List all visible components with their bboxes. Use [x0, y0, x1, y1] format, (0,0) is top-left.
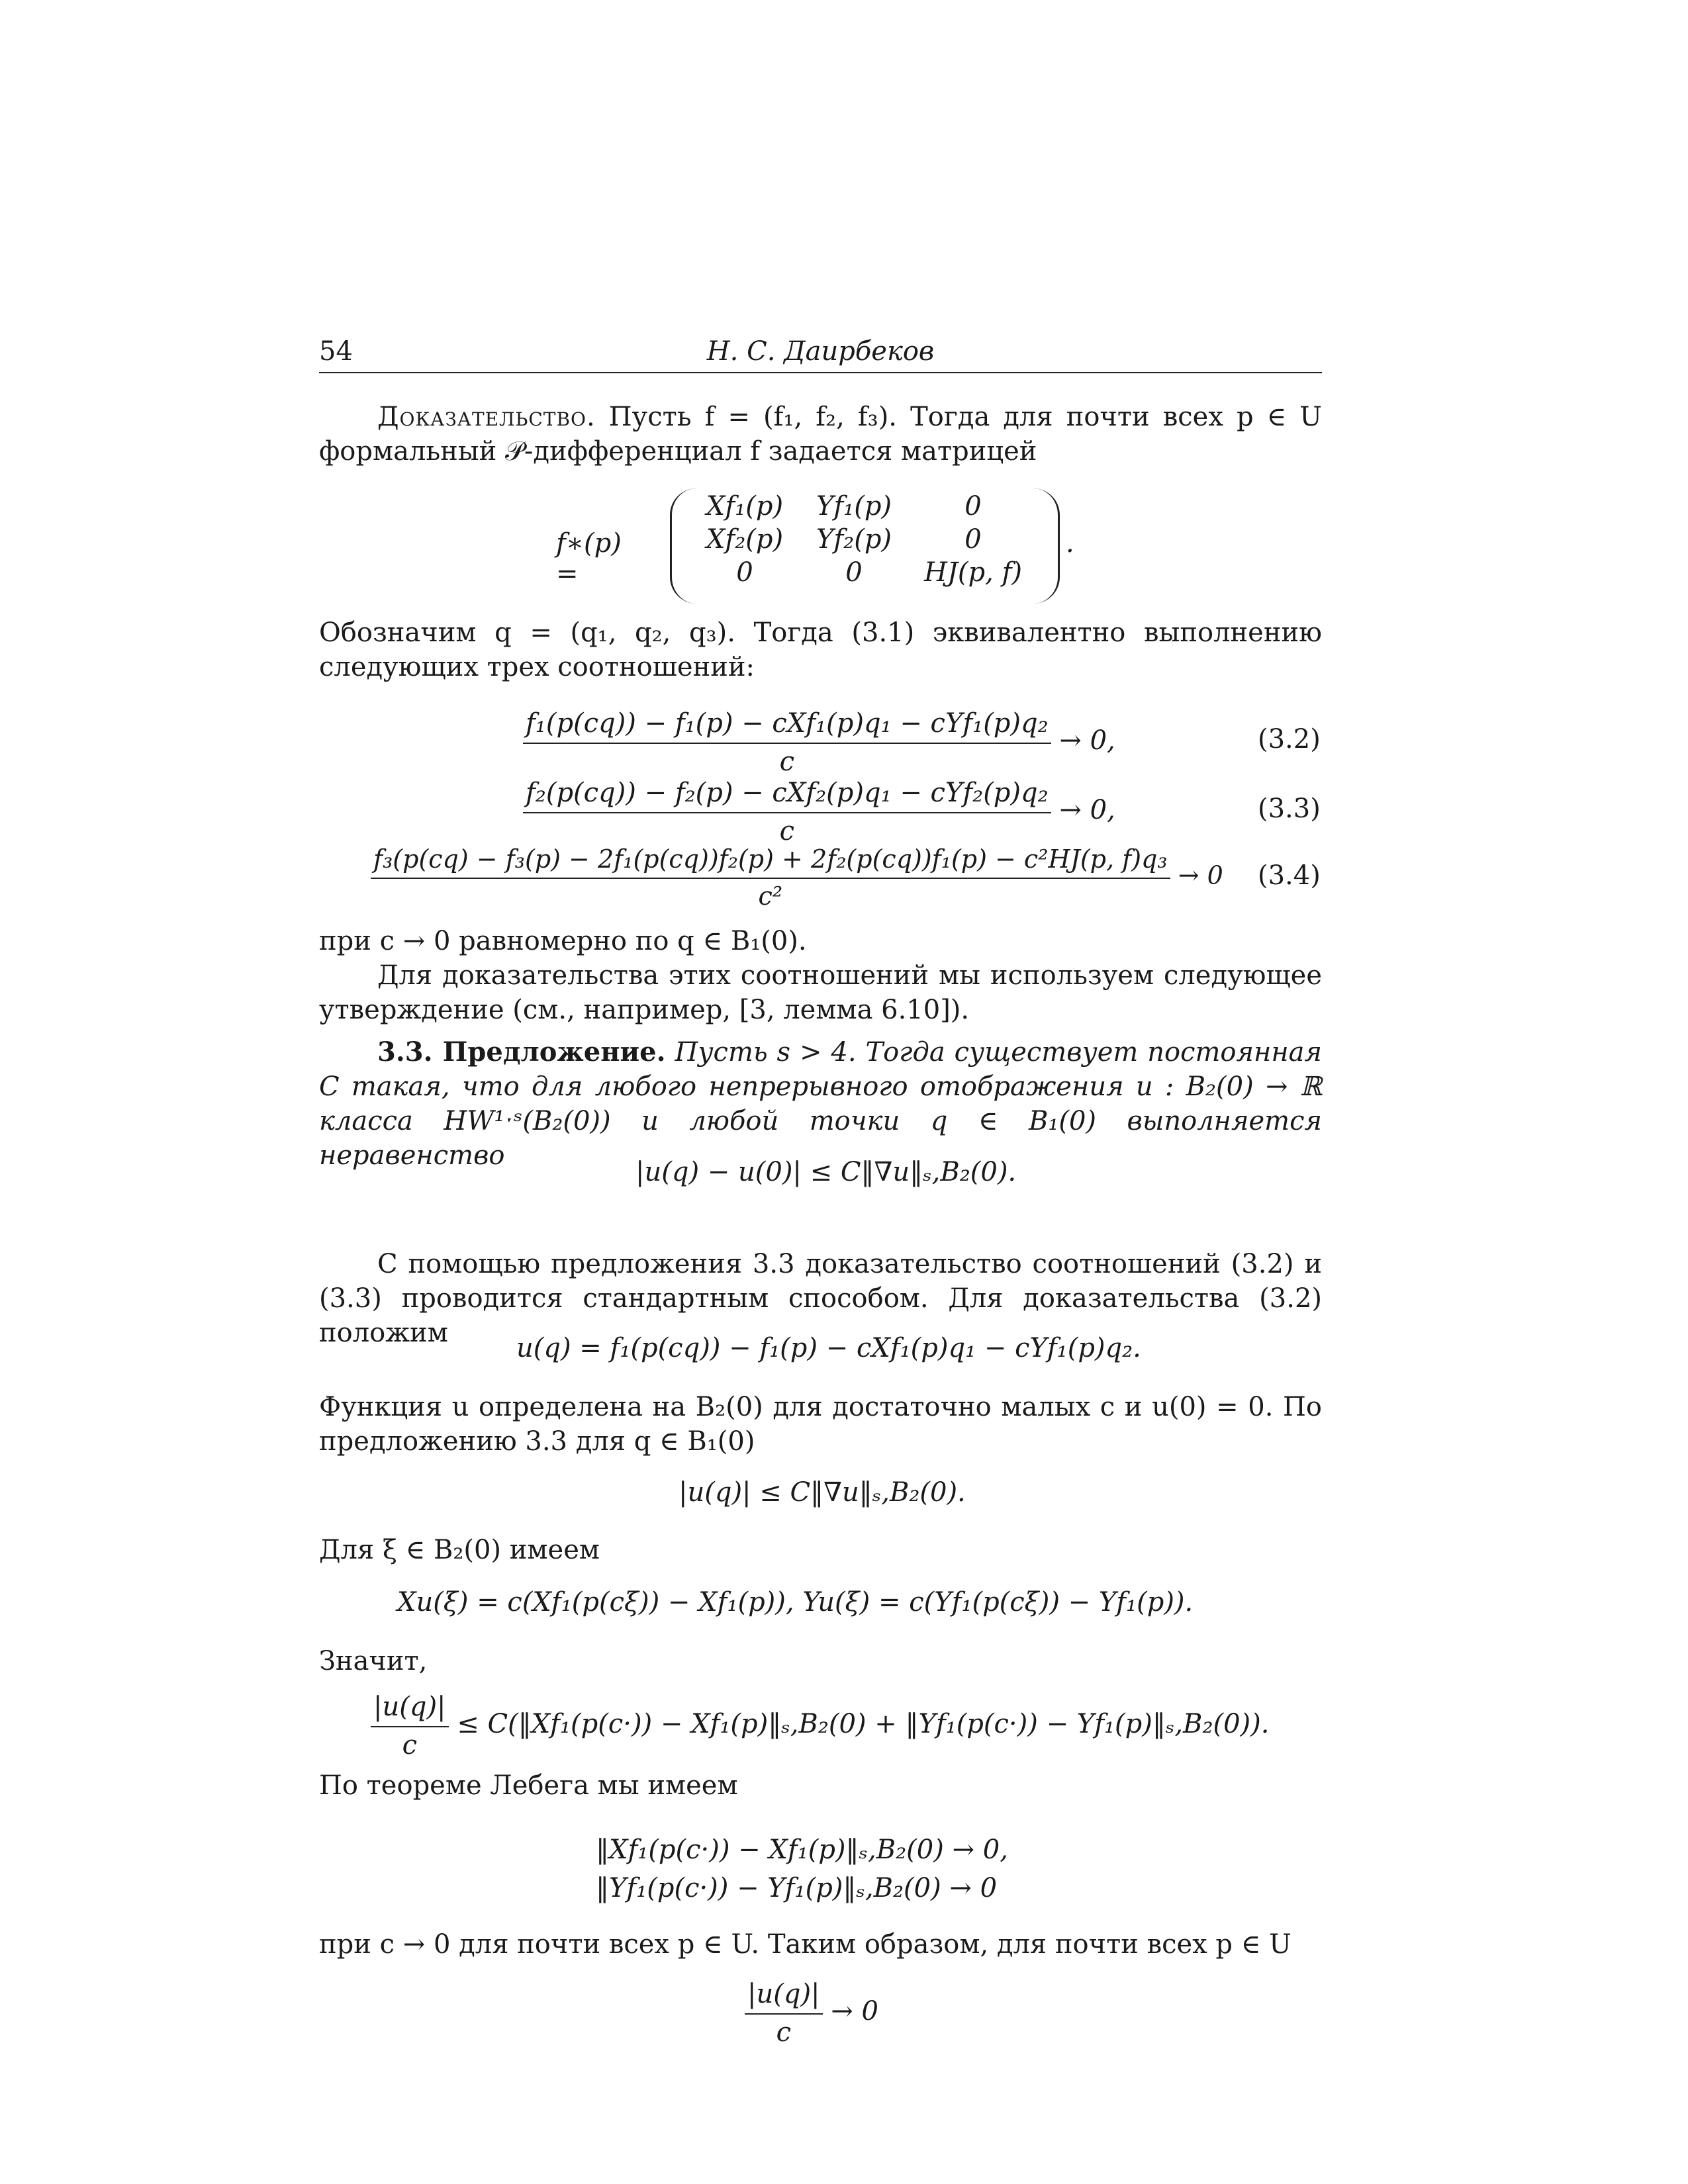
equation-number: (3.4)	[1258, 860, 1321, 891]
matrix-grid	[688, 491, 1039, 588]
fraction-numerator: f₁(p(cq)) − f₁(p) − cXf₁(p)q₁ − cYf₁(p)q₂	[523, 708, 1051, 744]
equation-tail: → 0	[1178, 860, 1223, 890]
fraction	[371, 844, 1170, 911]
xi-paragraph: Для ξ ∈ B₂(0) имеем	[319, 1535, 600, 1565]
limit-x: ‖Xf₁(p(c·)) − Xf₁(p)‖ₛ,B₂(0) → 0,	[596, 1835, 1008, 1865]
lebesgue-paragraph: По теореме Лебега мы имеем	[319, 1770, 738, 1801]
equation-tail: → 0,	[1059, 725, 1115, 756]
final-paragraph: при c → 0 для почти всех p ∈ U. Таким образом, для почти всех p ∈ U	[319, 1929, 1291, 1960]
fraction-denominator: c	[779, 816, 795, 846]
matrix-cell: Yf₂(p)	[816, 524, 892, 555]
matrix-label: f∗(p) =	[556, 528, 622, 589]
matrix-period: .	[1066, 528, 1074, 559]
fraction-numerator: f₃(p(cq) − f₃(p) − 2f₁(p(cq))f₂(p) + 2f₂(p(cq))f₁(p) − c²HJ(p, f)q₃	[371, 844, 1170, 879]
proposition-inequality: |u(q) − u(0)| ≤ C‖∇u‖ₛ,B₂(0).	[635, 1157, 1017, 1187]
matrix-right-paren	[1031, 488, 1060, 604]
equation-tail: → 0,	[1059, 795, 1115, 825]
fraction-numerator: |u(q)|	[745, 1979, 823, 2015]
fraction	[523, 708, 1051, 777]
uniform-paragraph: при c → 0 равномерно по q ∈ B₁(0).	[319, 926, 807, 956]
equation-3-4	[371, 844, 1223, 911]
page-number: 54	[319, 336, 353, 367]
equation-3-2	[523, 708, 1115, 777]
matrix-cell: 0	[964, 491, 982, 522]
matrix-cell: Xf₁(p)	[706, 491, 784, 522]
equation-number: (3.2)	[1258, 724, 1321, 754]
matrix-cell: HJ(p, f)	[924, 557, 1022, 588]
fraction-numerator: |u(q)|	[371, 1692, 449, 1727]
proof-paragraph	[319, 400, 1322, 469]
matrix-cell: 0	[964, 524, 982, 555]
ratio-inequality	[371, 1692, 1269, 1760]
matrix-cell: Xf₂(p)	[706, 524, 784, 555]
fraction	[523, 778, 1051, 846]
proposition-label: 3.3. Предложение.	[377, 1036, 666, 1068]
notation-paragraph: Обозначим q = (q₁, q₂, q₃). Тогда (3.1) эквивалентно выполнению следующих трех соотношений:	[319, 617, 1322, 682]
equation-tail: ≤ C(‖Xf₁(p(c·)) − Xf₁(p)‖ₛ,B₂(0) + ‖Yf₁(p(c·)) − Yf₁(p)‖ₛ,B₂(0)).	[457, 1709, 1270, 1739]
fraction-denominator: c²	[758, 882, 783, 911]
function-paragraph: Функция u определена на B₂(0) для достаточно малых c и u(0) = 0. По предложению 3.3 для q ∈ B₁(0)	[319, 1392, 1322, 1457]
equation-number: (3.3)	[1258, 794, 1321, 824]
final-limit	[745, 1979, 878, 2048]
equation-3-3	[523, 778, 1115, 846]
u-bound: |u(q)| ≤ C‖∇u‖ₛ,B₂(0).	[679, 1477, 966, 1508]
proposition-3-3	[319, 1035, 1322, 1173]
u-definition: u(q) = f₁(p(cq)) − f₁(p) − cXf₁(p)q₁ − cYf₁(p)q₂.	[516, 1333, 1141, 1363]
proof-heading: Доказательство.	[377, 402, 596, 432]
limit-y: ‖Yf₁(p(c·)) − Yf₁(p)‖ₛ,B₂(0) → 0	[596, 1873, 998, 1903]
proof-intro: Пусть f = (f₁, f₂, f₃). Тогда для почти всех p ∈ U формальный 𝒫-дифференциал f задается матрицей	[319, 402, 1323, 467]
proposition-text: Пусть s > 4. Тогда существует постоянная C такая, что для любого непрерывного отображения u : B₂(0) → ℝ класса HW¹ˑˢ(B₂(0)) и любой точки q ∈ B₁(0) выполняется неравенство	[319, 1037, 1322, 1171]
derivatives-equation: Xu(ξ) = c(Xf₁(p(cξ)) − Xf₁(p)), Yu(ξ) = c(Yf₁(p(cξ)) − Yf₁(p)).	[397, 1587, 1194, 1617]
matrix-cell: 0	[845, 557, 863, 588]
thus-paragraph: Значит,	[319, 1646, 428, 1676]
with-help-paragraph: С помощью предложения 3.3 доказательство соотношений (3.2) и (3.3) проводится стандартным способом. Для доказательства (3.2) положим	[319, 1249, 1322, 1348]
fraction-denominator: c	[402, 1730, 417, 1760]
lemma-ref-paragraph: Для доказательства этих соотношений мы используем следующее утверждение (см., например, [3, лемма 6.10]).	[319, 960, 1322, 1025]
fraction	[371, 1692, 449, 1760]
fraction-denominator: c	[779, 747, 795, 777]
matrix-cell: 0	[736, 557, 753, 588]
fraction-numerator: f₂(p(cq)) − f₂(p) − cXf₂(p)q₁ − cYf₂(p)q₂	[523, 778, 1051, 813]
page-header	[319, 331, 1322, 373]
equation-tail: → 0	[831, 1996, 878, 2026]
matrix-cell: Yf₁(p)	[816, 491, 892, 522]
running-title: Н. С. Даирбеков	[706, 336, 935, 367]
fraction-denominator: c	[776, 2017, 791, 2048]
fraction	[745, 1979, 823, 2048]
